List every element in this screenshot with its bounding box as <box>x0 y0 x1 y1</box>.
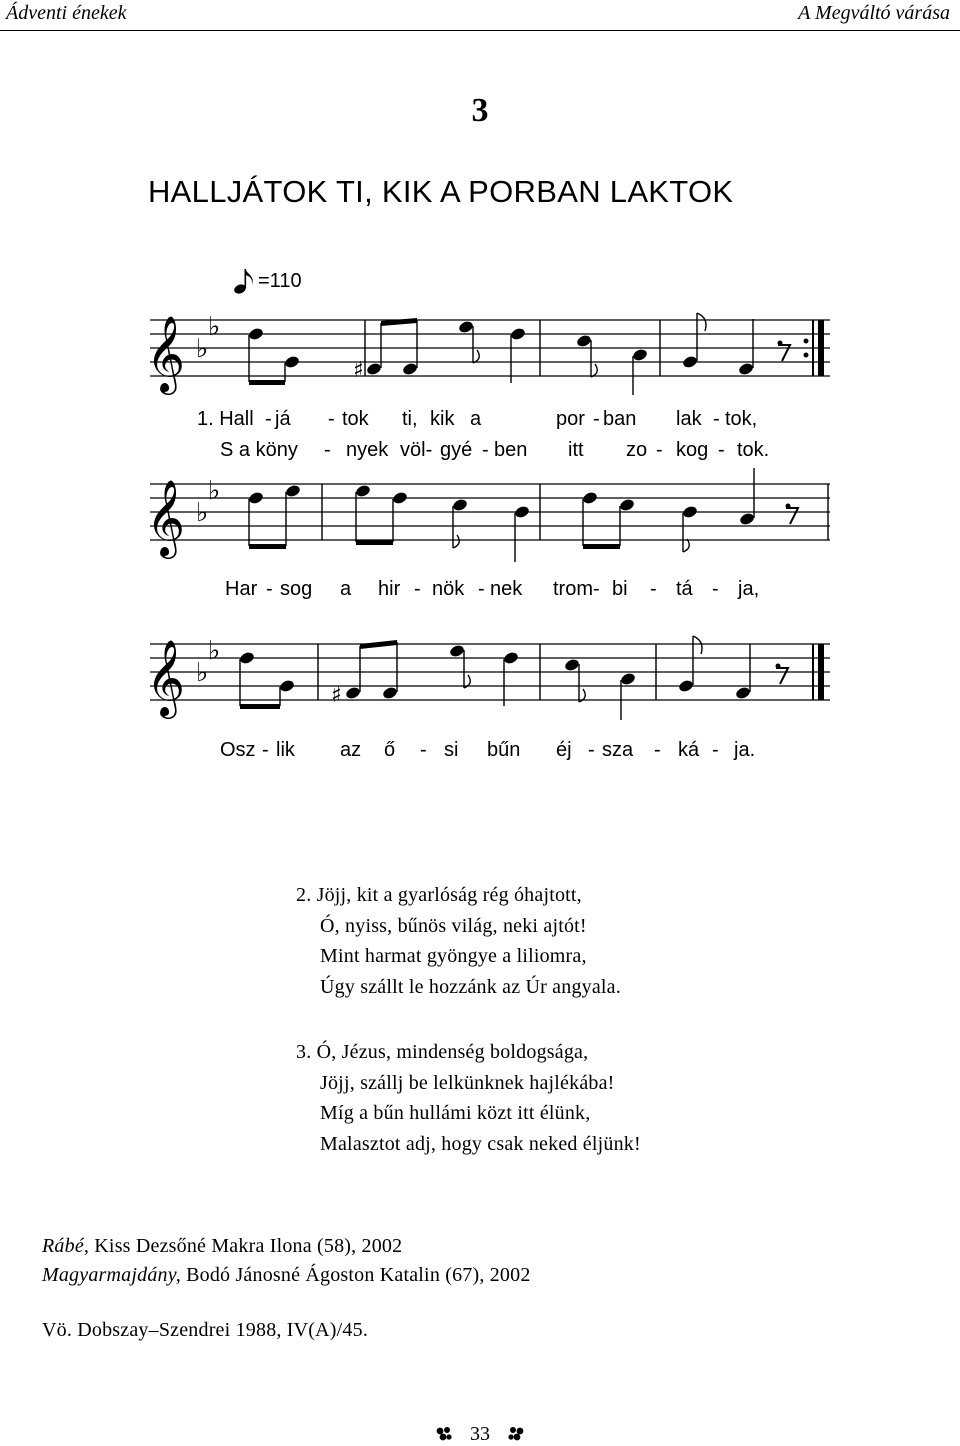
page-footer <box>0 1423 960 1446</box>
eighth-note-icon <box>232 267 258 295</box>
lyrics-line-1a: 1. Hall - já - tok ti, kik a por - ban lak - tok, <box>197 408 758 430</box>
stanza-line: Úgy szállt le hozzánk az Úr angyala. <box>320 975 621 998</box>
stanza-line: Ó, nyiss, bűnös világ, neki ajtót! <box>320 914 587 937</box>
tempo-marking <box>232 267 302 295</box>
treble-clef-icon: 𝄞 <box>146 479 186 556</box>
stanza-line: Míg a bűn hullámi közt itt élünk, <box>320 1102 591 1124</box>
source-list <box>42 1232 531 1290</box>
svg-text:♭: ♭ <box>208 636 221 666</box>
stanza-3 <box>296 1037 641 1159</box>
lyrics-line-1b: S a köny - nyek völ- gyé - ben itt zo - kog - tok. <box>220 439 770 461</box>
music-staff-3 <box>0 626 960 726</box>
source-entry: Magyarmajdány, Bodó Jánosné Ágoston Katalin (67), 2002 <box>42 1264 531 1286</box>
svg-text:♭: ♭ <box>208 476 221 506</box>
stanza-line: Malasztot adj, hogy csak neked éljünk! <box>320 1132 641 1155</box>
ornament-right-icon <box>507 1426 525 1442</box>
svg-text:♭: ♭ <box>208 312 221 342</box>
lyrics-line-2: Har - sog a hir - nök - nek trom- bi - tá - ja, <box>225 578 760 600</box>
stanza-line: Mint harmat gyöngye a liliomra, <box>320 945 587 967</box>
music-staff-1 <box>0 305 960 395</box>
treble-clef-icon: 𝄞 <box>146 315 186 392</box>
chapter-title: A Megváltó várása <box>798 2 950 24</box>
stanza-2 <box>296 880 621 1002</box>
svg-text:♭: ♭ <box>196 334 209 364</box>
svg-text:♭: ♭ <box>196 658 209 688</box>
tempo-value: =110 <box>258 270 302 292</box>
stanza-line: Jöjj, szállj be lelkünknek hajlékába! <box>320 1071 615 1094</box>
svg-text:♭: ♭ <box>196 498 209 528</box>
source-entry: Rábé, Kiss Dezsőné Makra Ilona (58), 2002 <box>42 1235 403 1257</box>
music-staff-2 <box>0 466 960 566</box>
reference: Vö. Dobszay–Szendrei 1988, IV(A)/45. <box>42 1319 369 1341</box>
svg-text:♯: ♯ <box>331 683 342 708</box>
song-title: HALLJÁTOK TI, KIK A PORBAN LAKTOK <box>148 174 734 209</box>
header-rule <box>0 30 960 31</box>
stanza-line: 2. Jöjj, kit a gyarlóság rég óhajtott, <box>296 884 582 906</box>
ornament-left-icon <box>435 1426 453 1442</box>
song-number: 3 <box>471 92 489 129</box>
treble-clef-icon: 𝄞 <box>146 639 186 716</box>
book-title: Ádventi énekek <box>6 2 127 24</box>
svg-text:♯: ♯ <box>353 358 364 383</box>
lyrics-line-3: Osz - lik az ő - si bűn éj - sza - ká - ja. <box>220 739 756 761</box>
stanza-line: 3. Ó, Jézus, mindenség boldogsága, <box>296 1041 589 1063</box>
page-number: 33 <box>470 1423 490 1445</box>
